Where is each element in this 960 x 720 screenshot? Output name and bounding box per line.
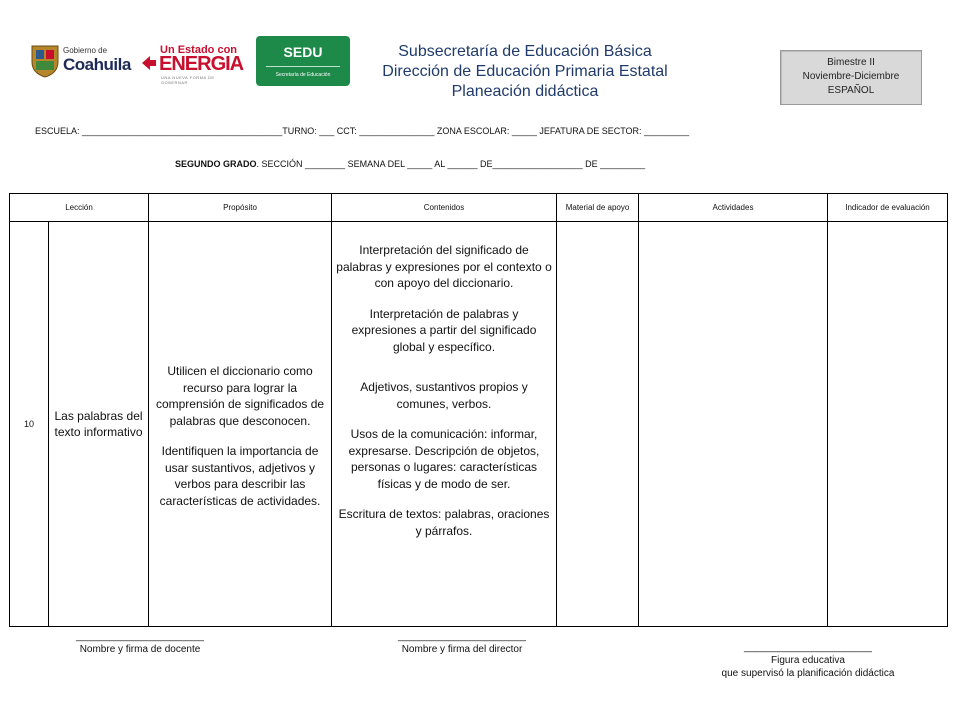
sedu-logo — [256, 36, 350, 86]
header-actividades: Actividades — [639, 194, 828, 222]
material-cell — [557, 222, 639, 627]
sedu-logo-divider — [266, 66, 340, 67]
signature-figura — [693, 641, 923, 680]
content-2: Interpretación de palabras y expresiones a partir del significado global y específico. — [351, 306, 537, 354]
planning-table — [9, 193, 948, 627]
header-indicador: Indicador de evaluación — [828, 194, 948, 222]
content-5: Escritura de textos: palabras, oraciones y párrafos. — [338, 507, 550, 538]
title-line-2: Dirección de Educación Primaria Estatal — [382, 63, 668, 80]
lesson-number: 10 — [10, 222, 49, 627]
lesson-title: Las palabras del texto informativo — [49, 222, 149, 627]
purpose-1: Utilicen el diccionario como recurso para lograr la comprensión de significados de palabras que desconocen. — [155, 364, 325, 428]
page-title — [340, 42, 710, 102]
purpose-2: Identifiquen la importancia de usar sustantivos, adjetivos y verbos para describir las características de actividades. — [159, 444, 321, 508]
signature-director-label: Nombre y firma del director — [401, 644, 523, 655]
table-row — [10, 222, 948, 627]
coahuila-logo-line2: Coahuila — [63, 55, 131, 74]
signature-figura-line: _______________________ — [744, 642, 872, 653]
purpose-cell — [149, 222, 332, 627]
coahuila-shield-icon — [30, 42, 60, 78]
energia-logo-tagline: UNA NUEVA FORMA DE GOBERNAR — [161, 75, 215, 85]
grade-info-line — [175, 159, 645, 169]
signature-figura-label-2: que supervisó la planificación didáctica — [721, 668, 895, 679]
header-material: Material de apoyo — [557, 194, 639, 222]
indicator-cell — [828, 222, 948, 627]
school-info-line: ESCUELA: ________________________________________TURNO: ___ CCT: _______________ ZONA ESCOLAR: _____ JEFATURA DE SECTOR: _________ — [35, 126, 690, 136]
signature-docente-label: Nombre y firma de docente — [79, 644, 201, 655]
sedu-logo-name: SEDU — [283, 44, 323, 60]
bimestre-box — [780, 50, 922, 105]
content-3: Adjetivos, sustantivos propios y comunes, verbos. — [360, 380, 528, 411]
activities-cell — [639, 222, 828, 627]
grade-label: SEGUNDO GRADO — [175, 159, 257, 169]
energia-logo-line2: ENERGIA — [159, 53, 244, 75]
header-proposito: Propósito — [149, 194, 332, 222]
bimestre-line-2: Noviembre-Diciembre — [802, 71, 900, 82]
title-line-1: Subsecretaría de Educación Básica — [398, 43, 652, 60]
sedu-logo-subtitle: Secretaría de Educación — [275, 72, 331, 78]
energia-logo-line1: Un Estado con — [160, 44, 238, 56]
coahuila-logo — [30, 42, 130, 78]
header-contenidos: Contenidos — [332, 194, 557, 222]
signature-director-line: _______________________ — [398, 631, 526, 642]
bimestre-line-3: ESPAÑOL — [827, 85, 875, 96]
grade-details: . SECCIÓN ________ SEMANA DEL _____ AL ______ DE__________________ DE _________ — [256, 159, 646, 169]
energia-logo — [140, 44, 244, 85]
energia-arrow-icon — [140, 54, 158, 72]
title-line-3: Planeación didáctica — [451, 83, 599, 100]
bimestre-line-1: Bimestre II — [827, 57, 875, 68]
coahuila-logo-line1: Gobierno de — [63, 46, 108, 55]
signature-docente — [55, 630, 225, 656]
signature-director — [377, 630, 547, 656]
contents-cell — [332, 222, 557, 627]
signature-docente-line: _______________________ — [76, 631, 204, 642]
content-1: Interpretación del significado de palabras y expresiones por el contexto o con apoyo del diccionario. — [336, 243, 552, 290]
header-leccion: Lección — [10, 194, 149, 222]
content-4: Usos de la comunicación: informar, expresarse. Descripción de objetos, personas o lugares: características físicas y de modo de ser. — [348, 427, 540, 491]
signature-figura-label-1: Figura educativa — [771, 655, 845, 666]
table-header-row — [10, 194, 948, 222]
